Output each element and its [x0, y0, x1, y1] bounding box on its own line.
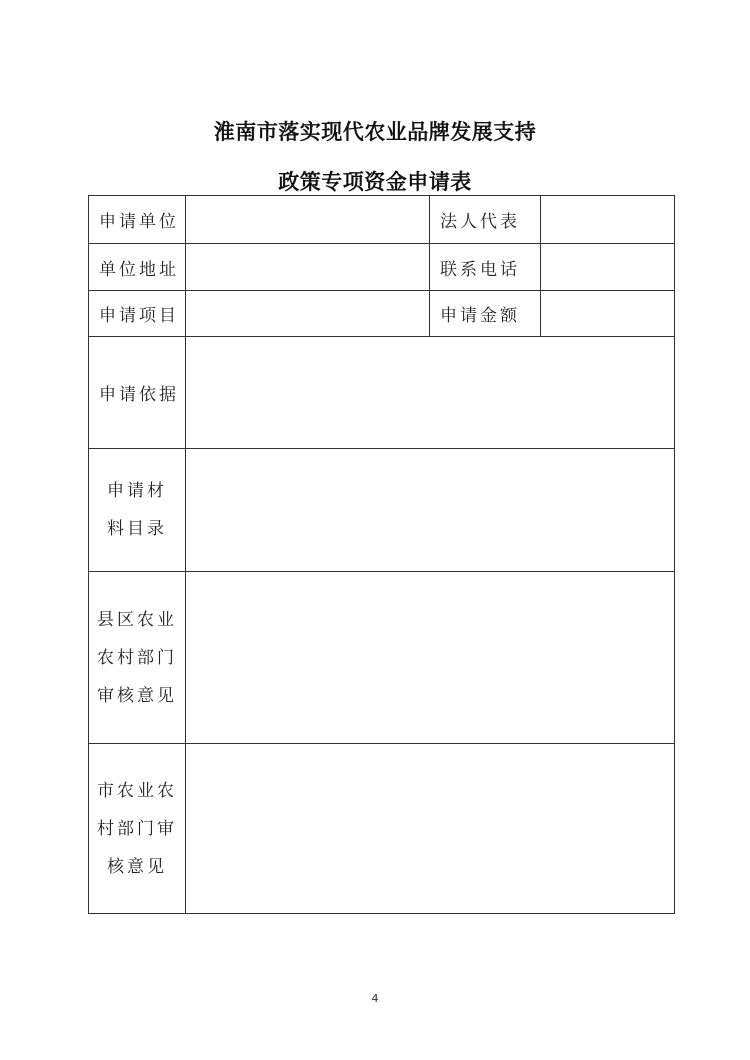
- project-field[interactable]: [186, 291, 430, 337]
- legal-rep-field[interactable]: [541, 196, 675, 244]
- county-review-label-line: 农村部门: [97, 647, 177, 668]
- table-row: [89, 196, 675, 244]
- materials-label: [89, 449, 186, 572]
- county-review-label-line: 县区农业: [97, 609, 177, 630]
- county-review-field[interactable]: [186, 572, 675, 744]
- city-review-label-line: 核意见: [107, 856, 167, 877]
- unit-address-label: 单位地址: [89, 244, 186, 291]
- contact-phone-field[interactable]: [541, 244, 675, 291]
- unit-address-field[interactable]: [186, 244, 430, 291]
- form-title-line-2: 政策专项资金申请表: [278, 169, 472, 194]
- amount-field[interactable]: [541, 291, 675, 337]
- materials-label-line: 申请材: [107, 481, 167, 501]
- basis-field[interactable]: [186, 337, 675, 449]
- amount-label: 申请金额: [430, 291, 541, 337]
- table-row: [89, 244, 675, 291]
- county-review-label-line: 审核意见: [97, 685, 177, 706]
- table-row: [89, 572, 675, 744]
- city-review-label: [89, 744, 186, 914]
- legal-rep-label: 法人代表: [430, 196, 541, 244]
- table-row: [89, 337, 675, 449]
- table-row: [89, 744, 675, 914]
- contact-phone-label: 联系电话: [430, 244, 541, 291]
- basis-label: 申请依据: [89, 337, 186, 449]
- city-review-field[interactable]: [186, 744, 675, 914]
- materials-label-line: 料目录: [107, 519, 167, 539]
- materials-field[interactable]: [186, 449, 675, 572]
- project-label: 申请项目: [89, 291, 186, 337]
- form-title-line-1: 淮南市落实现代农业品牌发展支持: [213, 119, 537, 144]
- applicant-unit-field[interactable]: [186, 196, 430, 244]
- city-review-label-line: 市农业农: [97, 780, 177, 801]
- applicant-unit-label: 申请单位: [89, 196, 186, 244]
- table-row: [89, 291, 675, 337]
- application-form-table: [88, 195, 675, 914]
- page-number: 4: [371, 992, 379, 1005]
- city-review-label-line: 村部门审: [97, 818, 177, 839]
- county-review-label: [89, 572, 186, 744]
- table-row: [89, 449, 675, 572]
